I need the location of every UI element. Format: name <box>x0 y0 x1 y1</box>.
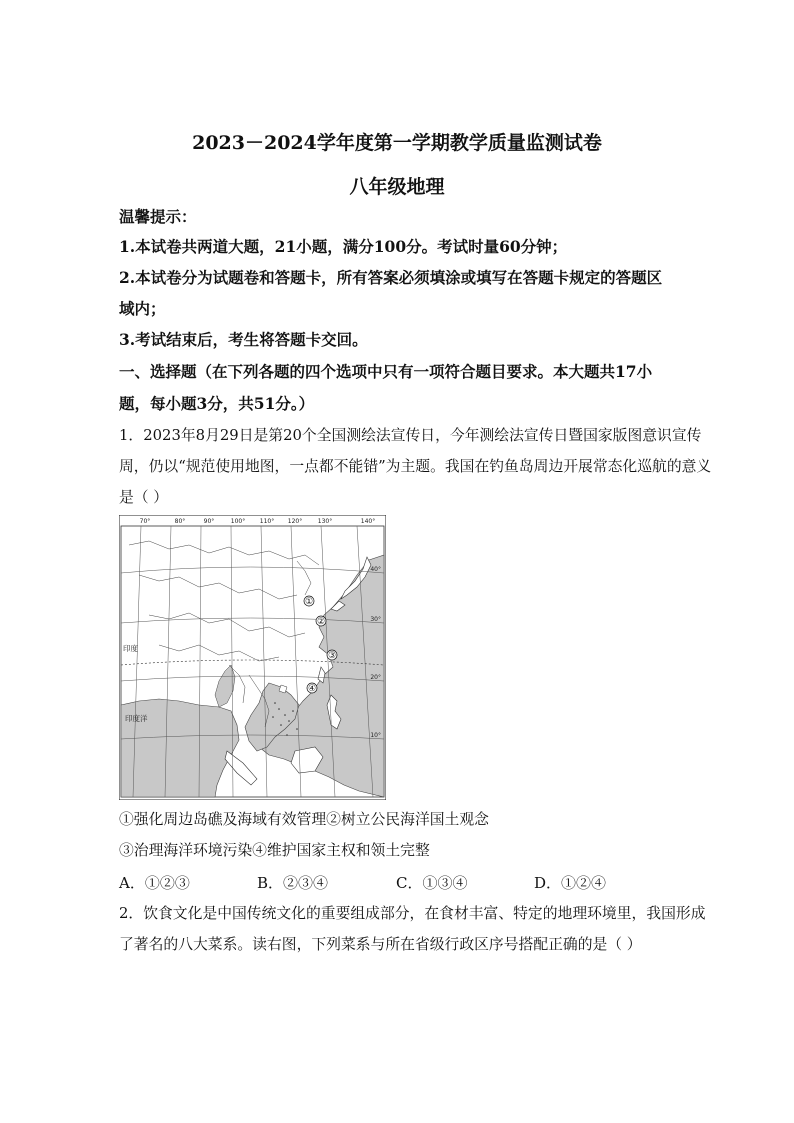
question-1-option-a[interactable]: A．①②③ <box>119 874 190 892</box>
section-1-heading-line-1: 一、选择题（在下列各题的四个选项中只有一项符合题目要求。本大题共17小 <box>119 362 653 381</box>
question-1-line-2: 周，仍以“规范使用地图，一点都不能错”为主题。我国在钓鱼岛周边开展常态化巡航的意义 <box>119 458 712 475</box>
region-label-indian-ocean: 印度洋 <box>125 714 148 723</box>
notice-item-2-line-2: 域内； <box>119 299 166 318</box>
lon-label-70: 70° <box>139 518 151 525</box>
marker-2: ② <box>316 617 326 627</box>
exam-title: 2023－2024学年度第一学期教学质量监测试卷 <box>192 132 602 154</box>
question-1-option-d[interactable]: D．①②④ <box>534 874 607 892</box>
section-1-heading-line-2: 题，每小题3分，共51分。） <box>119 394 315 413</box>
marker-4: ④ <box>307 684 317 694</box>
question-1-statements-line-1: ①强化周边岛礁及海域有效管理②树立公民海洋国土观念 <box>119 811 489 828</box>
question-1-option-c[interactable]: C．①③④ <box>396 874 468 892</box>
lat-label-40: 40° <box>370 566 381 573</box>
lat-label-20: 20° <box>370 674 381 681</box>
question-2-line-1: 2．饮食文化是中国传统文化的重要组成部分，在食材丰富、特定的地理环境里，我国形成 <box>119 905 706 922</box>
lon-label-100: 100° <box>230 518 246 525</box>
notice-heading: 温馨提示： <box>119 207 197 226</box>
region-label-india: 印度 <box>123 644 138 653</box>
exam-subtitle: 八年级地理 <box>349 176 445 198</box>
notice-item-3: 3.考试结束后，考生将答题卡交回。 <box>119 330 368 349</box>
lon-label-80: 80° <box>174 518 186 525</box>
notice-item-2-line-1: 2.本试卷分为试题卷和答题卡，所有答案必须填涂或填写在答题卡规定的答题区 <box>119 268 663 287</box>
question-1-option-b[interactable]: B．②③④ <box>257 874 329 892</box>
question-1-statements-line-2: ③治理海洋环境污染④维护国家主权和领土完整 <box>119 842 430 859</box>
lon-label-140: 140° <box>360 518 376 525</box>
lon-label-90: 90° <box>203 518 215 525</box>
lon-label-110: 110° <box>259 518 275 525</box>
lat-label-30: 30° <box>370 616 381 623</box>
question-2-line-2: 了著名的八大菜系。读右图，下列菜系与所在省级行政区序号搭配正确的是（ ） <box>119 936 642 953</box>
question-1-line-3: 是（ ） <box>119 489 169 506</box>
marker-3: ③ <box>327 651 337 661</box>
marker-1: ① <box>304 597 314 607</box>
lat-label-10: 10° <box>370 732 381 739</box>
question-1-line-1: 1．2023年8月29日是第20个全国测绘法宣传日，今年测绘法宣传日暨国家版图意识宣传 <box>119 427 702 444</box>
lon-label-120: 120° <box>287 518 303 525</box>
notice-item-1: 1.本试卷共两道大题，21小题，满分100分。考试时量60分钟； <box>119 237 568 256</box>
lon-label-130: 130° <box>317 518 333 525</box>
east-asia-map <box>119 515 386 800</box>
